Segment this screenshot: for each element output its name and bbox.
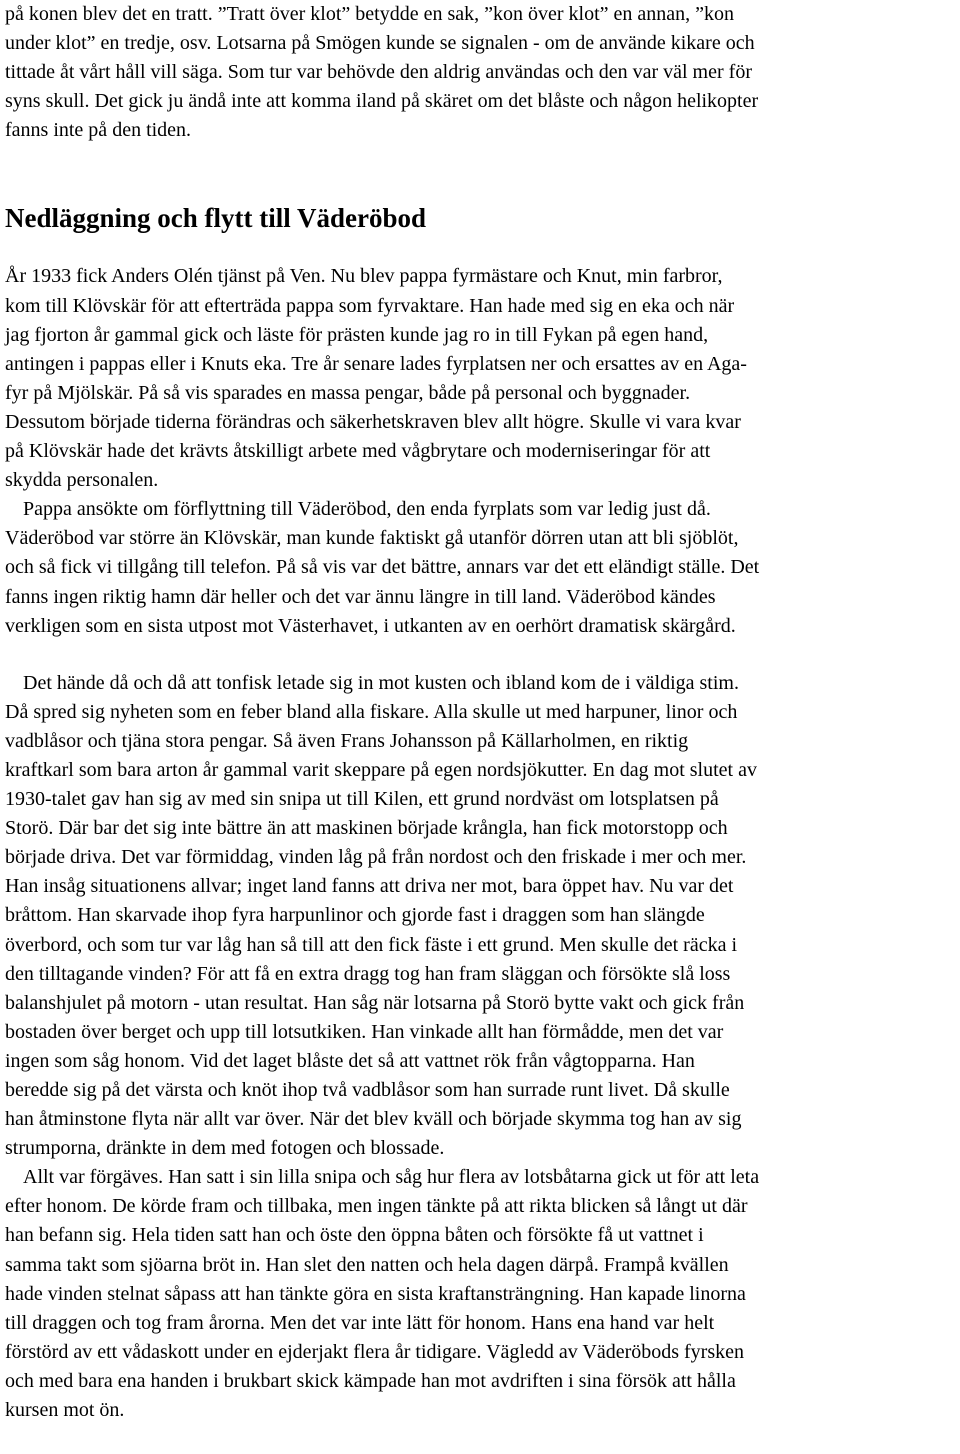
text-line: den tilltagande vinden? För att få en extra dragg tog han fram släggan och försökte slå loss: [5, 962, 731, 985]
text-line: kom till Klövskär för att efterträda pappa som fyrvaktare. Han hade med sig en eka och när: [5, 294, 735, 317]
paragraph-section2: [5, 495, 956, 640]
text-line: Han insåg situationens allvar; inget land fanns att driva ner mot, bara öppet hav. Nu var det: [5, 875, 734, 898]
text-line: strumporna, dränkte in dem med fotogen och blossade.: [5, 1137, 445, 1160]
text-line: kraftkarl som bara arton år gammal varit skeppare på egen nordsjökutter. En dag mot slutet av: [5, 758, 757, 781]
text-line: 1930-talet gav han sig av med sin snipa ut till Kilen, ett grund nordväst om lotsplatsen på: [5, 788, 719, 811]
text-line: han åtminstone flyta när allt var över. När det blev kväll och började skymma tog han av sig: [5, 1108, 742, 1131]
paragraph-section4: [5, 1163, 956, 1425]
text-line: han befann sig. Hela tiden satt han och öste den öppna båten och försökte få ut vattnet i: [5, 1224, 704, 1247]
text-line: tittade åt vårt håll vill säga. Som tur var behövde den aldrig användas och den var väl mer för: [5, 61, 752, 84]
text-line: och så fick vi tillgång till telefon. På så vis var det bättre, annars var det ett eländigt ställe. Det: [5, 556, 760, 579]
text-line: under klot” en tredje, osv. Lotsarna på Smögen kunde se signalen - om de använde kikare och: [5, 32, 755, 55]
text-line: på konen blev det en tratt. ”Tratt över klot” betydde en sak, ”kon över klot” en annan, ”kon: [5, 3, 735, 25]
text-line: År 1933 fick Anders Olén tjänst på Ven. Nu blev pappa fyrmästare och Knut, min farbror,: [5, 265, 723, 288]
text-line: till draggen och tog fram årorna. Men det var inte lätt för honom. Hans ena hand var helt: [5, 1311, 715, 1334]
text-line: fanns inte på den tiden.: [5, 119, 192, 142]
text-line: fyr på Mjölskär. På så vis sparades en massa pengar, både på personal och byggnader.: [5, 381, 691, 404]
text-line: bostaden över berget och upp till lotsutkiken. Han vinkade allt han förmådde, men det var: [5, 1020, 724, 1043]
paragraph-gap: [5, 641, 956, 669]
text-line: överbord, och som tur var låg han så till att den fick fäste i ett grund. Men skulle det räcka i: [5, 933, 738, 956]
text-line: Storö. Där bar det sig inte bättre än att maskinen började krångla, han fick motorstopp och: [5, 817, 728, 840]
text-line: balanshjulet på motorn - utan resultat. Han såg när lotsarna på Storö bytte vakt och gick från: [5, 991, 745, 1014]
text-line: efter honom. De körde fram och tillbaka, men ingen tänkte på att rikta blicken så långt ut där: [5, 1195, 748, 1218]
text-line: hade vinden stelnat såpass att han tänkte göra en sista kraftansträngning. Han kapade linorna: [5, 1282, 746, 1305]
text-line: bråttom. Han skarvade ihop fyra harpunlinor och gjorde fast i draggen som han slängde: [5, 904, 705, 927]
text-line: jag fjorton år gammal gick och läste för prästen kunde jag ro in till Fykan på egen hand,: [5, 323, 709, 346]
text-line: Pappa ansökte om förflyttning till Väderöbod, den enda fyrplats som var ledig just då.: [23, 498, 711, 521]
section-heading: Nedläggning och flytt till Väderöbod: [5, 203, 427, 234]
text-line: började driva. Det var förmiddag, vinden låg på från nordost och den friskade i mer och mer.: [5, 846, 747, 869]
text-line: på Klövskär hade det krävts åtskilligt arbete med vågbrytare och moderniseringar för att: [5, 440, 711, 463]
text-line: Det hände då och då att tonfisk letade sig in mot kusten och ibland kom de i väldiga stim.: [23, 671, 739, 694]
text-line: skydda personalen.: [5, 469, 159, 492]
text-line: verkligen som en sista utpost mot Västerhavet, i utkanten av en oerhört dramatisk skärgård.: [5, 614, 736, 637]
text-line: syns skull. Det gick ju ändå inte att komma iland på skäret om det blåste och någon helikopter: [5, 90, 759, 113]
text-line: Då spred sig nyheten som en feber bland alla fiskare. Alla skulle ut med harpuner, linor och: [5, 700, 738, 723]
text-line: fanns ingen riktig hamn där heller och det var ännu längre in till land. Väderöbod kändes: [5, 585, 716, 608]
text-line: beredde sig på det värsta och knöt ihop två vadblåsor som han surrade runt livet. Då skulle: [5, 1079, 730, 1101]
text-line: Allt var förgäves. Han satt i sin lilla snipa och såg hur flera av lotsbåtarna gick ut för att leta: [23, 1166, 760, 1189]
text-line: förstörd av ett vådaskott under en ejderjakt flera år tidigare. Vägledd av Väderöbods fyrsken: [5, 1340, 744, 1363]
text-line: ingen som såg honom. Vid det laget blåste det så att vattnet rök från vågtopparna. Han: [5, 1049, 695, 1072]
text-line: och med bara ena handen i brukbart skick kämpade han mot avdriften i sina försök att hålla: [5, 1369, 736, 1392]
text-line: vadblåsor och tjäna stora pengar. Så även Frans Johansson på Källarholmen, en riktig: [5, 729, 689, 752]
text-line: samma takt som sjöarna bröt in. Han slet den natten och hela dagen därpå. Frampå kvällen: [5, 1253, 729, 1276]
text-line: Väderöbod var större än Klövskär, man kunde faktiskt gå utanför dörren utan att bli sjöblöt,: [5, 527, 739, 550]
paragraph-section3: [5, 669, 956, 1164]
text-line: antingen i pappas eller i Knuts eka. Tre år senare lades fyrplatsen ner och ersattes av en Aga-: [5, 352, 747, 375]
intro-paragraph: [5, 0, 956, 145]
text-line: kursen mot ön.: [5, 1399, 125, 1422]
text-line: Dessutom började tiderna förändras och säkerhetskraven blev allt högre. Skulle vi vara kvar: [5, 410, 741, 433]
paragraph-section1: [5, 262, 956, 495]
